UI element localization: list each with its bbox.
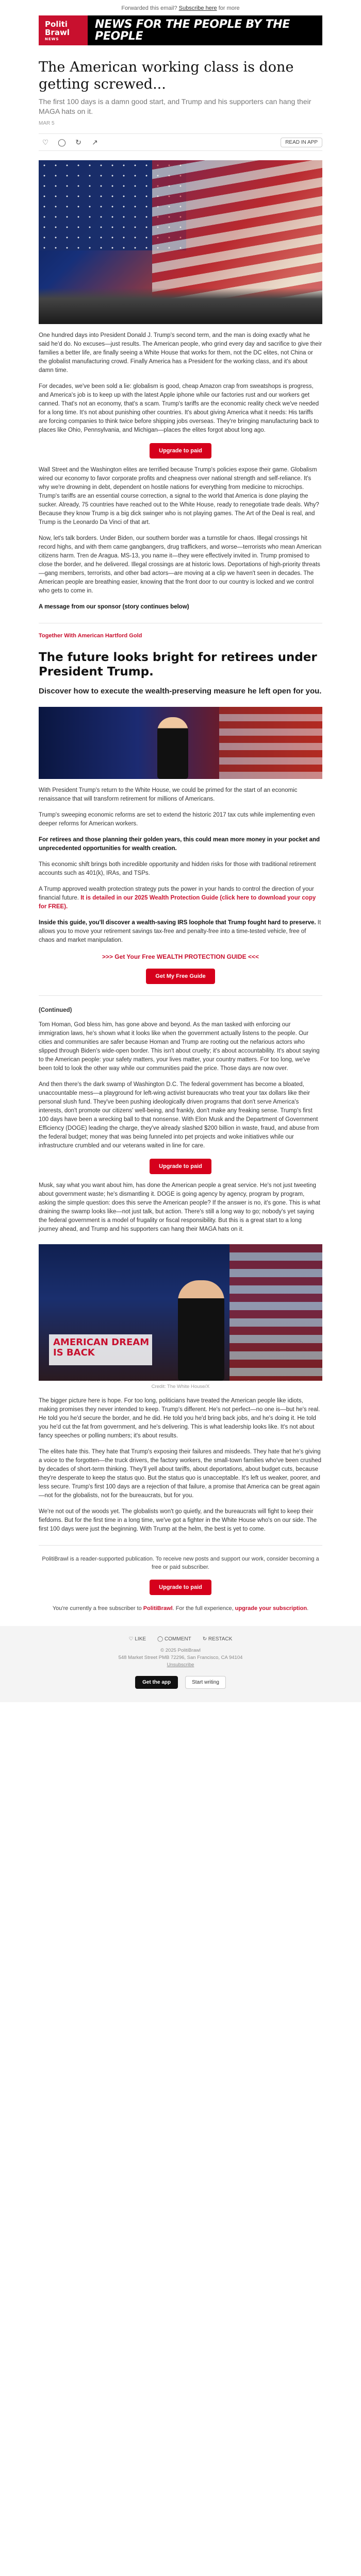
email-footer [0, 1626, 361, 1702]
unsubscribe-link[interactable]: Unsubscribe [167, 1662, 194, 1668]
restack-icon[interactable]: ↻ [75, 138, 81, 146]
footer-like-button[interactable]: ♡ LIKE [128, 1636, 146, 1642]
heart-icon[interactable]: ♡ [42, 138, 49, 146]
subscribe-box [39, 1545, 322, 1613]
logo-line-2: Brawl [45, 27, 70, 37]
footer-address: 548 Market Street PMB 72296, San Francisco, CA 94104 [118, 1655, 243, 1660]
subscribe-text: PolitiBrawl is a reader-supported publication. To receive new posts and support our work, consider becoming a free or paid subscriber. [42, 1556, 319, 1570]
article-paragraph: The elites hate this. They hate that Trump's exposing their failures and misdeeds. They hate that he's giving a voice to the forgotten—the truck drivers, the factory workers, the small-town families who've been crushed by decades of short-term thinking. They'll yell about tariffs, about deportations, about budget cuts, because they're desperate to keep the status quo. But the status quo is unacceptable. It's left us weaker, poorer, and less secure. Trump's first 100 days are a rejection of that failure, a promise that America can be great again—not for the globalists, not for the bureaucrats, but for you. [39, 1449, 322, 1499]
sponsor-label[interactable]: Together With American Hartford Gold [39, 633, 142, 639]
footer-restack-button[interactable]: ↻ RESTACK [202, 1636, 233, 1642]
hero-flag-image[interactable] [39, 160, 322, 324]
wealth-guide-link[interactable]: It is detailed in our 2025 Wealth Protection Guide (click here to download your copy for FREE). [39, 895, 316, 910]
article-paragraph: Now, let's talk borders. Under Biden, our southern border was a turnstile for chaos. Illegal crossings hit record highs, and with them came gangbangers, drug traffickers, and worse—terrorists who mean American citizens harm. Tren de Aragua. MS-13, you name it—they were effectively invited in. Trump promised to close the border, and he delivered. Illegal crossings are at historic lows. Deportations of high-priority threats—gang members, terrorists, and other bad actors—are moving at a clip we haven't seen in decades. The American people are breathing easier, knowing that the front door to our country is locked and we control who gets to come in. [39, 535, 322, 594]
sponsor-paragraph: With President Trump's return to the White House, we could be primed for the start of an economic renaissance that will transform retirement for millions of Americans. [39, 787, 298, 802]
upgrade-to-paid-button[interactable]: Upgrade to paid [150, 1159, 211, 1174]
article-paragraph: One hundred days into President Donald J. Trump's second term, and the man is doing exactly what he said he'd do. No excuses—just results. The American people, who grind every day and sacrifice to give their families a better life, are finally seeing a White House that works for them, not the DC elites, not China or the globalist manufacturing crowd. Finally America has a President for the working class, and it's about damn time. [39, 332, 322, 374]
article-content [39, 59, 322, 1613]
article-paragraph: Musk, say what you want about him, has done the American people a great service. He's not just tweeting about government waste; he's dismantling it. DOGE is going agency by agency, program by program, asking the simple question: does this serve the American people? If the answer is no, it's gone. This is what draining the swamp looks like—not just talk, but action. There's still a long way to go; nobody's yet saying the federal government is a model of frugality or fiscal responsibility. But this is a great start to a long journey ahead, and Trump and his supporters can hang their MAGA hats on it. [39, 1182, 320, 1232]
get-free-guide-button[interactable]: Get My Free Guide [146, 969, 215, 984]
forwarded-suffix: for more [218, 5, 240, 11]
sponsor-paragraph: Inside this guide, you'll discover a wealth-saving IRS loophole that Trump fought hard to preserve. It allows you to move your retirement savings tax-free and penalty-free into a time-tested vehicle, free of chaos and market manipulation. [39, 920, 321, 943]
logo-line-1: Politi [45, 19, 68, 29]
article-paragraph: For decades, we've been sold a lie: globalism is good, cheap Amazon crap from sweatshops is progress, and America's job is to keep up with the latest Apple iphone while our factories rust and our workers get canned. That's not an economy, that's a scam. Trump's tariffs are the economic reality check we've needed for a long time. It's not about punishing other countries. It's about giving America what it needs: His tariffs are forcing companies to think twice before shipping jobs overseas. They're bringing manufacturing back to places like Ohio, Pennsylvania, and Michigan—places the elites forgot about long ago. [39, 383, 319, 433]
start-writing-button[interactable]: Start writing [185, 1676, 226, 1689]
free-guide-link[interactable]: >>> Get Your Free WEALTH PROTECTION GUIDE <<< [102, 953, 259, 960]
subscribe-link[interactable]: Subscribe here [178, 5, 217, 11]
footer-actions [0, 1636, 361, 1642]
sponsor-paragraph: For retirees and those planning their golden years, this could mean more money in your pocket and unprecedented opportunities for wealth creation. [39, 837, 320, 852]
sponsor-notice: A message from our sponsor (story continues below) [39, 604, 189, 610]
article-paragraph: Tom Homan, God bless him, has gone above and beyond. As the man tasked with enforcing our immigration laws, he's shown what it looks like when the government actually listens to the people. Our cities and communities are safer because Homan and Trump are rooting out the nefarious actors who slipped through Biden's wide-open border. This isn't about cruelty; it's about accountability. It's about saying to the American people: your safety matters, your lives matter, your country matters. For too long, we've been told to look the other way while our communities paid the price. Those days are now over. [39, 1022, 320, 1072]
footer-app-buttons [0, 1676, 361, 1689]
sponsor-paragraph: A Trump approved wealth protection strategy puts the power in your hands to control the direction of your financial future. It is detailed in our 2025 Wealth Protection Guide (click here to download your copy for FREE). [39, 886, 316, 910]
logo-line-3: NEWS [45, 37, 59, 41]
footer-copyright: © 2025 PolitiBrawl 548 Market Street PMB 72296, San Francisco, CA 94104 Unsubscribe [0, 1647, 361, 1669]
sponsor-paragraph: This economic shift brings both incredible opportunity and hidden risks for those with traditional retirement accounts such as 401(k), IRAs, and TSPs. [39, 861, 316, 876]
politibrawl-logo[interactable] [39, 15, 88, 45]
current-subscription-text: You're currently a free subscriber to PolitiBrawl. For the full experience, upgrade your subscription. [52, 1605, 309, 1612]
article-paragraph: We're not out of the woods yet. The globalists won't go quietly, and the bureaucrats will fight to keep their fiefdoms. But for the first time in a long time, we've got a fighter in the White House who's on our side. The first 100 days were just the beginning. With Trump at the helm, the best is yet to come. [39, 1509, 317, 1532]
sponsor-image[interactable] [39, 707, 322, 779]
forwarded-text: Forwarded this email? [121, 5, 177, 11]
read-in-app-button[interactable]: READ IN APP [281, 138, 322, 147]
article-paragraph: Wall Street and the Washington elites are terrified because Trump's policies expose their game. Globalism wired our economy to favor corporate profits and cheapness over national strength and self-reliance. It's why we're drowning in debt, dependent on hostile nations for everything from medicine to microchips. Trump's tariffs are an essential course correction, a signal to the world that America is done playing the sucker. Already, 75 countries have reached out to the White House, ready to renegotiate trade deals. Why? Because they know Trump is a big dick swinger who is not playing games. The Art of the Deal is real, and Trump is the Leonardo Da Vinci of that art. [39, 467, 319, 526]
footer-comment-button[interactable]: ◯ COMMENT [157, 1636, 191, 1642]
article-actions-bar [39, 133, 322, 151]
get-app-button[interactable]: Get the app [135, 1676, 178, 1689]
comment-icon[interactable]: ◯ [58, 138, 66, 146]
sponsor-headline: The future looks bright for retirees under President Trump. [39, 651, 317, 679]
share-icon[interactable]: ↗ [92, 138, 98, 146]
article-subtitle: The first 100 days is a damn good start, and Trump and his supporters can hang their MAGA hats on it. [39, 97, 311, 115]
upgrade-to-paid-button[interactable]: Upgrade to paid [150, 1580, 211, 1595]
article-title[interactable]: The American working class is done getting screwed... [39, 59, 294, 92]
masthead-banner[interactable] [39, 15, 322, 45]
upgrade-to-paid-button[interactable]: Upgrade to paid [150, 443, 211, 459]
article-date: MAR 5 [39, 121, 55, 126]
upgrade-subscription-link[interactable]: upgrade your subscription [235, 1605, 307, 1612]
forwarded-notice [0, 0, 361, 15]
article-paragraph: And then there's the dark swamp of Washington D.C. The federal government has become a bloated, unaccountable mess—a playground for left-wing activist bureaucrats who treat your tax dollars like their personal slush fund. They've been pushing ideologically driven programs that don't serve America's interests, don't promote our citizens' well-being, and frankly, don't make any freaking sense. Trump's first 100 days have been a wrecking ball to that nonsense. With Elon Musk and the Department of Government Efficiency (DOGE) leading the charge, they've already slashed $200 billion in waste, fraud, and abuse from the federal budget; money that was being funneled into pet projects and woke initiatives while our infrastructure crumbled and our veterans waited in line for care. [39, 1081, 319, 1149]
sponsor-subhead: Discover how to execute the wealth-preserving measure he left open for you. [39, 687, 322, 696]
sponsor-paragraph: Trump's sweeping economic reforms are set to extend the historic 2017 tax cuts while implementing even deeper reforms for American workers. [39, 812, 315, 827]
rally-image[interactable] [39, 1244, 322, 1381]
image-credit: Credit: The White House/X [151, 1384, 210, 1389]
politibrawl-link[interactable]: PolitiBrawl [143, 1605, 173, 1612]
rally-sign-text: AMERICAN DREAM IS BACK [53, 1337, 150, 1358]
masthead-tagline: NEWS FOR THE PEOPLE BY THE PEOPLE [95, 18, 290, 43]
article-paragraph: The bigger picture here is hope. For too long, politicians have treated the American people like idiots, making promises they never intended to keep. Trump's different. He's not perfect—no one is—but he's real. He told you he'd secure the border, and he did. He told you he'd bring back jobs, and he's doing it. He told you he'd cut the fat from government, and he's delivering. This is what leadership looks like. It's not about fancy speeches or polling numbers; it's about results. [39, 1398, 320, 1439]
continued-label: (Continued) [39, 1007, 72, 1013]
